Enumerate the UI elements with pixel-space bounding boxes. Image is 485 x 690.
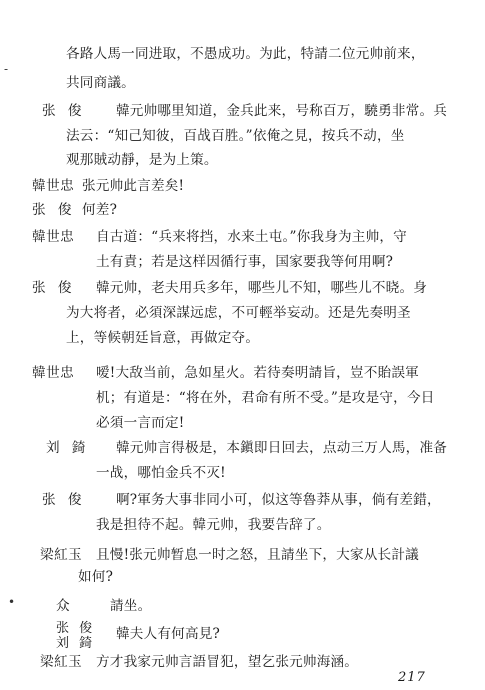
text-line: 啊?軍务大事非同小可，似这等魯莽从事，倘有差錯，: [116, 492, 441, 508]
text-line: 我是担待不起。韓元帅，我要告辞了。: [96, 517, 331, 533]
speaker-name: 梁紅玉: [40, 547, 83, 563]
text-line: 张元帅此言差矣!: [82, 178, 185, 194]
speaker-name: 张 俊: [42, 492, 86, 508]
text-line: 机；有道是：“将在外，君命有所不受。”是攻是守，今日: [96, 390, 435, 406]
text-line: 嗳!大敌当前，急如星火。若待奏明請旨，豈不貽誤軍: [96, 365, 419, 381]
speaker-name: 梁紅玉: [40, 654, 83, 670]
text-line: 自古道：“兵来将挡，水来土屯。”你我身为主帅，守: [96, 229, 407, 245]
text-line: 韓元帅哪里知道，金兵此来，号称百万，驍勇非常。兵: [116, 103, 448, 119]
speaker-name: 刘 錡: [46, 440, 90, 456]
speaker-pair: [56, 621, 95, 651]
margin-mark: -: [4, 62, 9, 76]
text-line: 共同商議。: [66, 75, 135, 91]
text-line: 韓夫人有何高見?: [116, 626, 221, 642]
speaker-name: 众: [56, 598, 74, 614]
text-line: 上，等候朝廷旨意，再做定夺。: [66, 330, 260, 346]
text-line: 如何?: [78, 569, 114, 585]
text-line: 方才我家元帅言語冒犯，望乞张元帅海涵。: [96, 654, 359, 670]
margin-mark: •: [8, 595, 16, 609]
text-line: 韓元帅言得极是，本鎭即日回去，点动三万人馬，准备: [116, 440, 448, 456]
speaker-name: 张 俊: [42, 103, 86, 119]
text-line: 且慢!张元帅暂息一时之怒，且請坐下，大家从长計議: [96, 547, 419, 563]
text-line: 必須一言而定!: [96, 415, 185, 431]
text-line: 各路人馬一同进取，不愚成功。为此，特請二位元帅前来，: [66, 46, 425, 62]
page-number: 217: [398, 670, 426, 685]
speaker-name: 刘 錡: [56, 636, 96, 651]
text-line: 为大将者，必須深謀远虑，不可輕举妄动。还是先奏明圣: [66, 305, 411, 321]
text-line: 請坐。: [110, 598, 152, 614]
speaker-name: 韓世忠: [32, 229, 75, 245]
speaker-name: 张 俊: [32, 280, 76, 296]
text-line: 何差?: [82, 202, 118, 218]
text-line: 一战，哪怕金兵不灭!: [96, 465, 226, 481]
text-line: 法云：“知己知彼，百战百胜。”依俺之見，按兵不动，坐: [66, 128, 405, 144]
text-line: 土有責；若是这样因循行事，国家要我等何用啊?: [96, 254, 394, 270]
speaker-name: 张 俊: [32, 202, 76, 218]
speaker-name: 韓世忠: [32, 365, 75, 381]
text-line: 韓元帅，老夫用兵多年，哪些儿不知，哪些儿不晓。身: [96, 280, 428, 296]
speaker-name: 张 俊: [56, 621, 96, 636]
speaker-name: 韓世忠: [32, 178, 75, 194]
text-line: 观那賊动靜，是为上策。: [66, 152, 218, 168]
